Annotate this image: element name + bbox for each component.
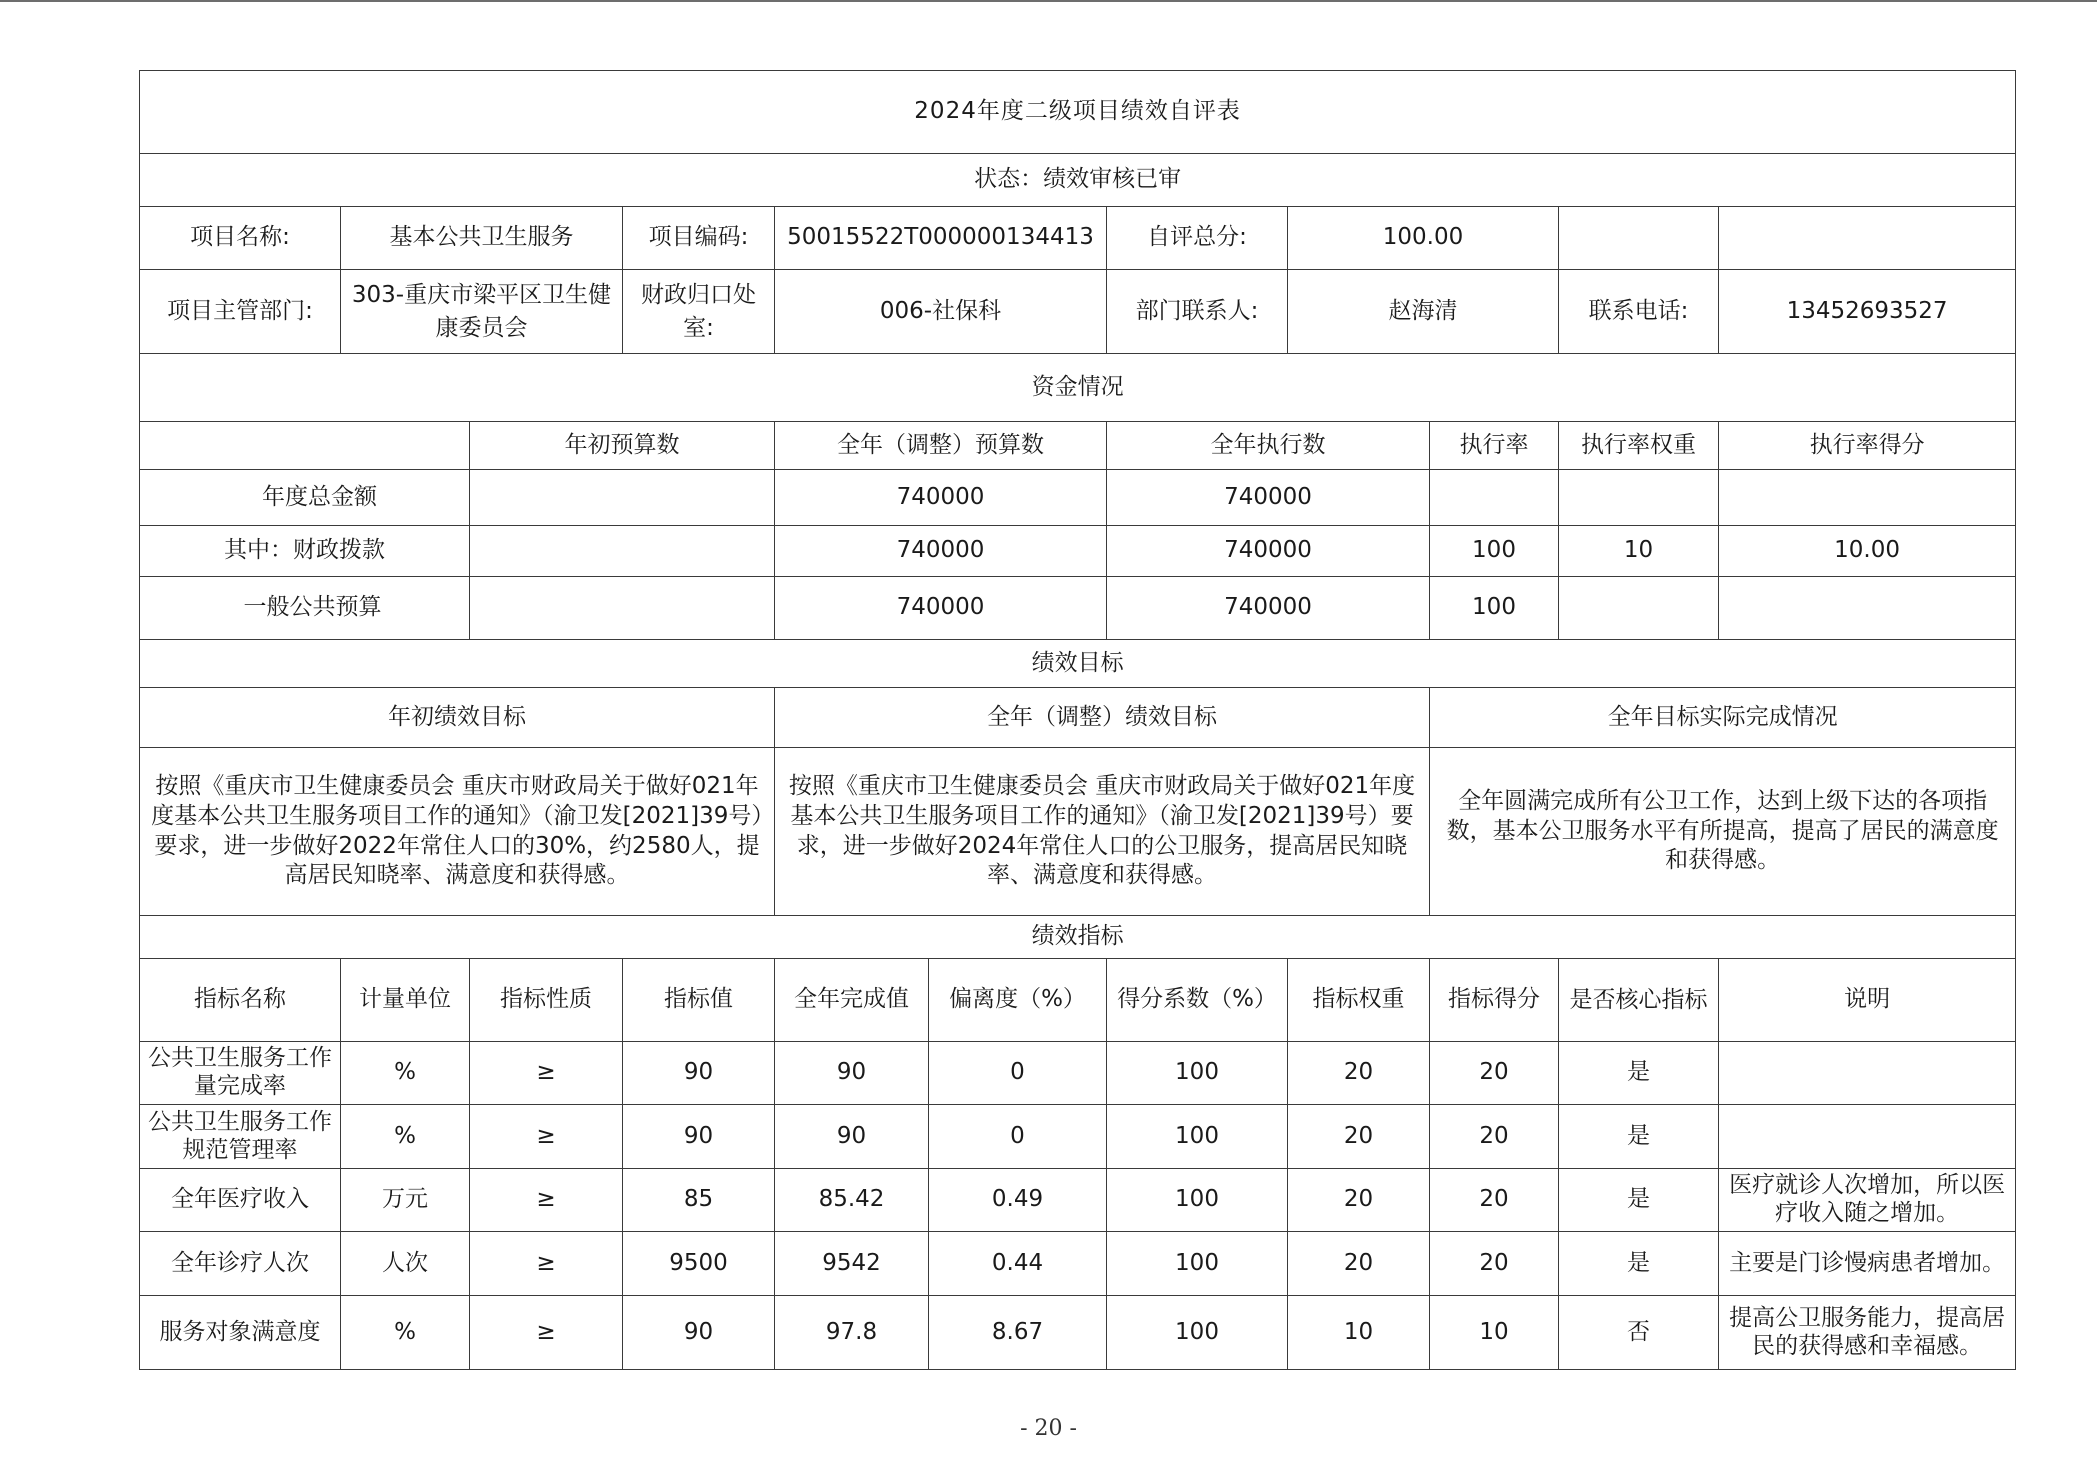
info-row-1 [140,207,2016,270]
funds-header-executed: 全年执行数 [1107,422,1430,470]
ind-nature: ≥ [470,1105,623,1169]
empty-cell [1559,207,1719,270]
ind-note: 主要是门诊慢病患者增加。 [1719,1232,2016,1296]
ind-deviation: 8.67 [929,1296,1107,1370]
ind-target: 9500 [623,1232,775,1296]
ind-actual: 9542 [775,1232,929,1296]
ind-name: 全年医疗收入 [140,1169,341,1232]
ind-nature: ≥ [470,1296,623,1370]
funds-row-adjusted: 740000 [775,526,1107,577]
empty-cell [1719,207,2016,270]
funds-row-rate: 100 [1430,577,1559,640]
ind-target: 90 [623,1296,775,1370]
ind-score: 20 [1430,1169,1559,1232]
funds-header-row [140,422,2016,470]
top-border-line [0,0,2097,2]
phone-label: 联系电话: [1559,270,1719,354]
funds-row-executed: 740000 [1107,470,1430,526]
ind-header-deviation: 偏离度（%） [929,959,1107,1042]
ind-unit: 人次 [341,1232,470,1296]
ind-core: 是 [1559,1169,1719,1232]
phone-value: 13452693527 [1719,270,2016,354]
funds-row-initial [470,577,775,640]
ind-unit: 万元 [341,1169,470,1232]
funds-header-empty [140,422,470,470]
indicators-header-row [140,959,2016,1042]
goals-header-actual: 全年目标实际完成情况 [1430,688,2016,748]
ind-weight: 20 [1288,1042,1430,1105]
ind-deviation: 0.44 [929,1232,1107,1296]
page-number: - 20 - [1020,1416,1077,1441]
goals-header-row [140,688,2016,748]
ind-core: 是 [1559,1042,1719,1105]
self-score-value: 100.00 [1288,207,1559,270]
ind-deviation: 0 [929,1105,1107,1169]
funds-header-weight: 执行率权重 [1559,422,1719,470]
funds-row-initial [470,526,775,577]
ind-weight: 10 [1288,1296,1430,1370]
ind-actual: 97.8 [775,1296,929,1370]
ind-name: 全年诊疗人次 [140,1232,341,1296]
ind-header-unit: 计量单位 [341,959,470,1042]
funds-row-rate: 100 [1430,526,1559,577]
funds-row-weight [1559,470,1719,526]
contact-label: 部门联系人: [1107,270,1288,354]
ind-unit: % [341,1296,470,1370]
indicators-section-title: 绩效指标 [140,916,2016,959]
ind-core: 是 [1559,1105,1719,1169]
ind-deviation: 0 [929,1042,1107,1105]
ind-header-coef: 得分系数（%） [1107,959,1288,1042]
ind-weight: 20 [1288,1169,1430,1232]
goals-header-initial: 年初绩效目标 [140,688,775,748]
ind-score: 10 [1430,1296,1559,1370]
ind-score: 20 [1430,1232,1559,1296]
ind-unit: % [341,1042,470,1105]
funds-row-rate [1430,470,1559,526]
ind-coef: 100 [1107,1296,1288,1370]
self-score-label: 自评总分: [1107,207,1288,270]
funds-header-rate: 执行率 [1430,422,1559,470]
ind-coef: 100 [1107,1105,1288,1169]
funds-row-score: 10.00 [1719,526,2016,577]
funds-row-score [1719,470,2016,526]
goals-header-adjusted: 全年（调整）绩效目标 [775,688,1430,748]
ind-coef: 100 [1107,1042,1288,1105]
funds-header-initial: 年初预算数 [470,422,775,470]
ind-weight: 20 [1288,1232,1430,1296]
info-row-2 [140,270,2016,354]
funds-row-executed: 740000 [1107,577,1430,640]
ind-note [1719,1042,2016,1105]
contact-value: 赵海清 [1288,270,1559,354]
funds-row [140,577,2016,640]
ind-header-target: 指标值 [623,959,775,1042]
ind-header-weight: 指标权重 [1288,959,1430,1042]
funds-row [140,526,2016,577]
ind-core: 否 [1559,1296,1719,1370]
indicator-row [140,1042,2016,1105]
ind-nature: ≥ [470,1232,623,1296]
ind-actual: 90 [775,1105,929,1169]
indicator-row [140,1232,2016,1296]
ind-target: 90 [623,1042,775,1105]
funds-header-score: 执行率得分 [1719,422,2016,470]
funds-row-adjusted: 740000 [775,577,1107,640]
page-title: 2024年度二级项目绩效自评表 [140,71,2016,154]
ind-score: 20 [1430,1042,1559,1105]
ind-deviation: 0.49 [929,1169,1107,1232]
project-name-value: 基本公共卫生服务 [341,207,623,270]
funds-row-executed: 740000 [1107,526,1430,577]
ind-note: 医疗就诊人次增加，所以医疗收入随之增加。 [1719,1169,2016,1232]
initial-goal-text: 按照《重庆市卫生健康委员会 重庆市财政局关于做好021年度基本公共卫生服务项目工作的通知》（渝卫发[2021]39号）要求，进一步做好2022年常住人口的30%，约2580人，提高居民知晓率、满意度和获得感。 [140,748,775,916]
indicator-row [140,1296,2016,1370]
funds-row-label: 一般公共预算 [140,577,470,640]
funds-section-title: 资金情况 [140,354,2016,422]
ind-target: 85 [623,1169,775,1232]
ind-note: 提高公卫服务能力，提高居民的获得感和幸福感。 [1719,1296,2016,1370]
ind-header-nature: 指标性质 [470,959,623,1042]
ind-unit: % [341,1105,470,1169]
finance-office-label: 财政归口处室: [623,270,775,354]
funds-row-weight [1559,577,1719,640]
ind-name: 公共卫生服务工作规范管理率 [140,1105,341,1169]
finance-office-value: 006-社保科 [775,270,1107,354]
ind-header-actual: 全年完成值 [775,959,929,1042]
ind-note [1719,1105,2016,1169]
ind-weight: 20 [1288,1105,1430,1169]
ind-header-name: 指标名称 [140,959,341,1042]
ind-actual: 85.42 [775,1169,929,1232]
performance-evaluation-sheet [139,70,2006,1370]
ind-target: 90 [623,1105,775,1169]
evaluation-table [139,70,2016,1370]
actual-result-text: 全年圆满完成所有公卫工作，达到上级下达的各项指数，基本公卫服务水平有所提高，提高了居民的满意度和获得感。 [1430,748,2016,916]
ind-name: 服务对象满意度 [140,1296,341,1370]
indicator-row [140,1169,2016,1232]
ind-actual: 90 [775,1042,929,1105]
ind-core: 是 [1559,1232,1719,1296]
funds-row-label: 年度总金额 [140,470,470,526]
funds-row-initial [470,470,775,526]
dept-value: 303-重庆市梁平区卫生健康委员会 [341,270,623,354]
ind-score: 20 [1430,1105,1559,1169]
project-code-value: 50015522T000000134413 [775,207,1107,270]
goals-content-row [140,748,2016,916]
indicator-row [140,1105,2016,1169]
ind-header-score: 指标得分 [1430,959,1559,1042]
project-name-label: 项目名称: [140,207,341,270]
funds-row-label: 其中：财政拨款 [140,526,470,577]
ind-header-note: 说明 [1719,959,2016,1042]
ind-name: 公共卫生服务工作量完成率 [140,1042,341,1105]
ind-coef: 100 [1107,1169,1288,1232]
project-code-label: 项目编码: [623,207,775,270]
ind-nature: ≥ [470,1169,623,1232]
ind-nature: ≥ [470,1042,623,1105]
dept-label: 项目主管部门: [140,270,341,354]
funds-header-adjusted: 全年（调整）预算数 [775,422,1107,470]
ind-coef: 100 [1107,1232,1288,1296]
goals-section-title: 绩效目标 [140,640,2016,688]
adjusted-goal-text: 按照《重庆市卫生健康委员会 重庆市财政局关于做好021年度基本公共卫生服务项目工作的通知》（渝卫发[2021]39号）要求，进一步做好2024年常住人口的公卫服务，提高居民知晓率、满意度和获得感。 [775,748,1430,916]
funds-row-weight: 10 [1559,526,1719,577]
funds-row-score [1719,577,2016,640]
funds-row-adjusted: 740000 [775,470,1107,526]
status-text: 状态：绩效审核已审 [140,154,2016,207]
funds-row [140,470,2016,526]
ind-header-core: 是否核心指标 [1559,959,1719,1042]
